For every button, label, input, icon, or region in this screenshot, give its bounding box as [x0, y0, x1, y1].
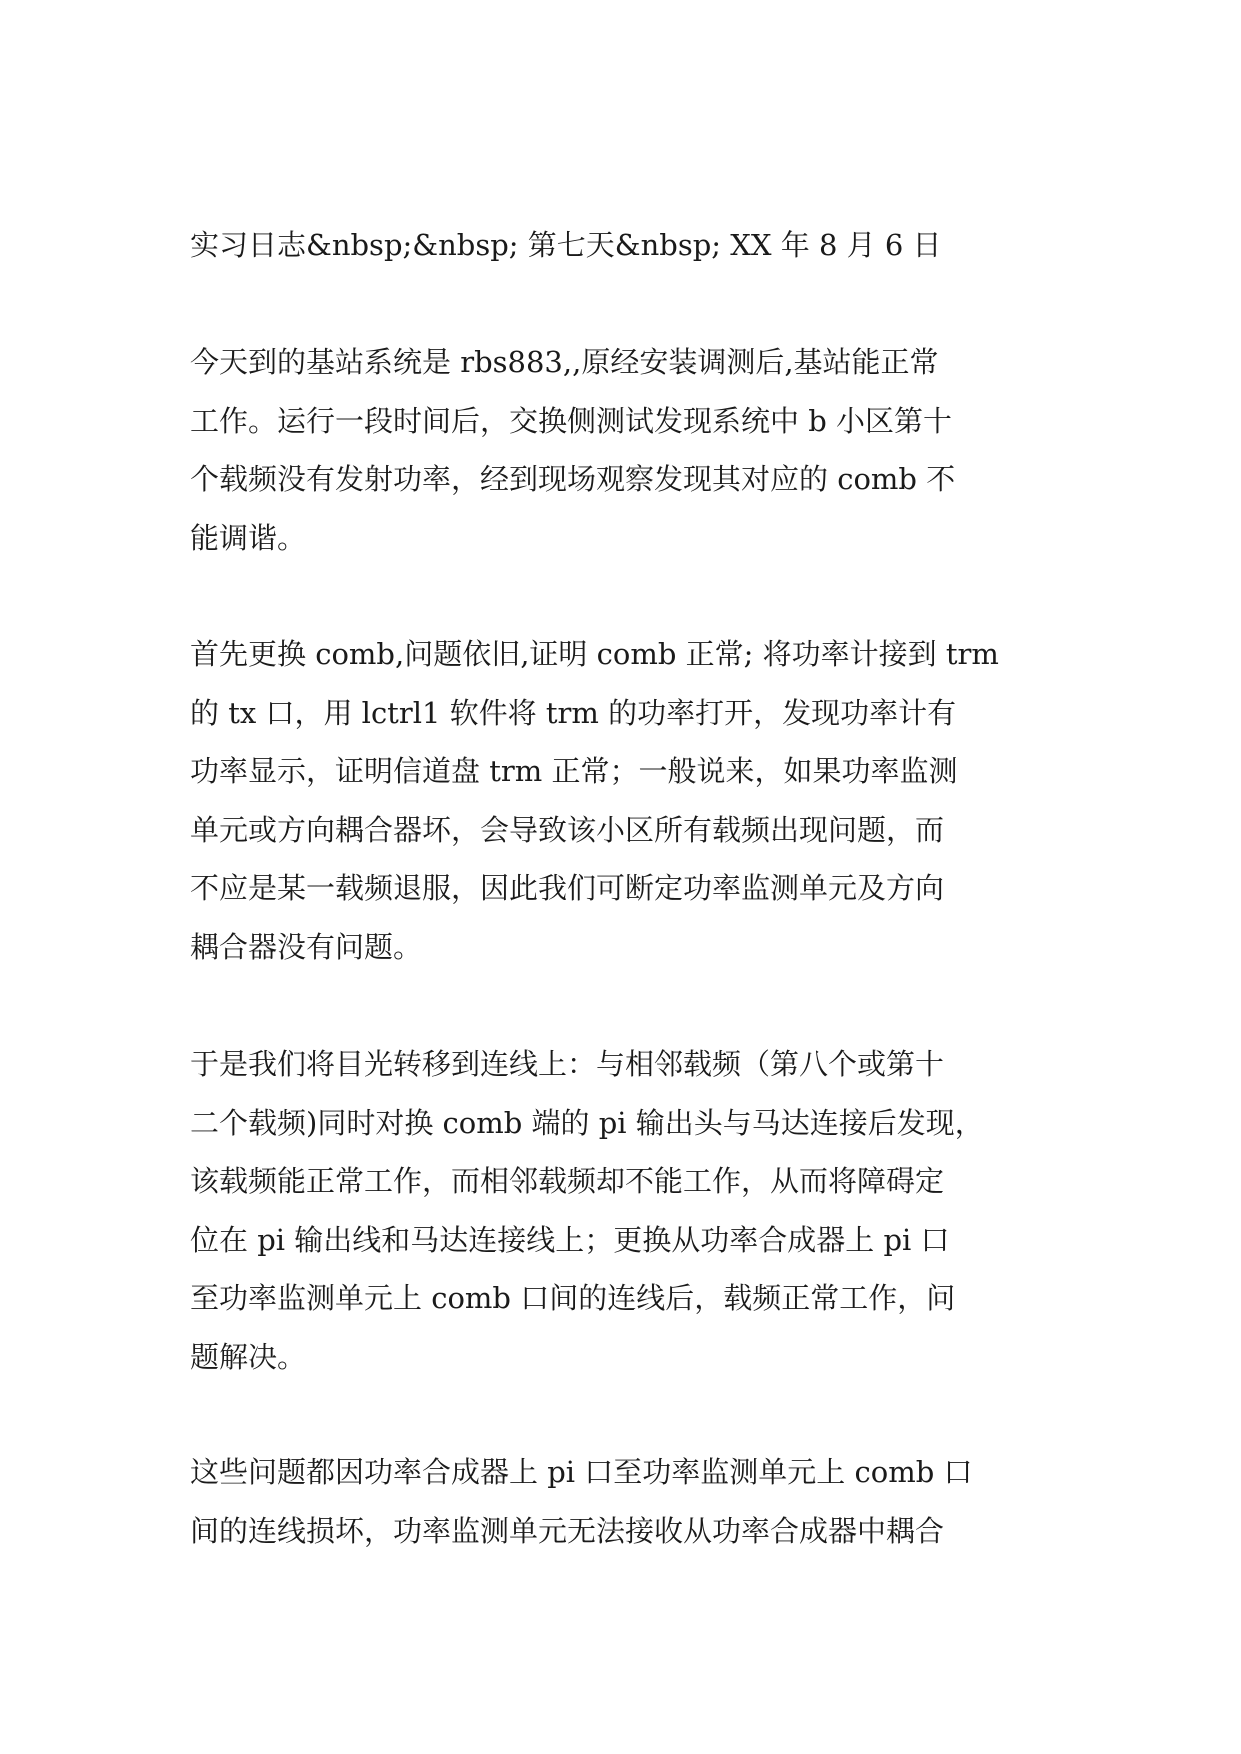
- text-line: 该载频能正常工作，而相邻载频却不能工作，从而将障碍定: [190, 1164, 945, 1198]
- paragraph-3: [190, 1035, 1050, 1386]
- text-line: 至功率监测单元上 comb 口间的连线后，载频正常工作，问: [190, 1281, 956, 1315]
- text-line: 耦合器没有问题。: [190, 929, 423, 964]
- paragraph-2: [190, 625, 1050, 976]
- text-line: 于是我们将目光转移到连线上：与相邻载频（第八个或第十: [190, 1047, 945, 1081]
- text-line: 二个载频)同时对换 comb 端的 pi 输出头与马达连接后发现，: [190, 1105, 984, 1140]
- text-line: 位在 pi 输出线和马达连接线上；更换从功率合成器上 pi 口: [190, 1222, 950, 1257]
- log-heading: [190, 216, 1050, 275]
- text-line: 今天到的基站系统是 rbs883,,原经安装调测后,基站能正常: [190, 345, 939, 379]
- text-line: 个载频没有发射功率，经到现场观察发现其对应的 comb 不: [190, 462, 956, 496]
- paragraph-1: [190, 333, 1050, 567]
- text-line: 单元或方向耦合器坏，会导致该小区所有载频出现问题，而: [190, 812, 945, 847]
- text-line: 的 tx 口，用 lctrl1 软件将 trm 的功率打开，发现功率计有: [190, 695, 957, 730]
- heading-line: 实习日志&nbsp;&nbsp; 第七天&nbsp; XX 年 8 月 6 日: [190, 228, 942, 262]
- text-line: 功率显示，证明信道盘 trm 正常；一般说来，如果功率监测: [190, 754, 958, 788]
- text-line: 这些问题都因功率合成器上 pi 口至功率监测单元上 comb 口: [190, 1455, 973, 1489]
- text-line: 不应是某一载频退服，因此我们可断定功率监测单元及方向: [190, 871, 945, 905]
- text-line: 工作。运行一段时间后，交换侧测试发现系统中 b 小区第十: [190, 403, 953, 438]
- text-line: 题解决。: [190, 1339, 307, 1374]
- text-line: 首先更换 comb,问题依旧,证明 comb 正常; 将功率计接到 trm: [190, 637, 999, 671]
- text-line: 间的连线损坏，功率监测单元无法接收从功率合成器中耦合: [190, 1513, 945, 1548]
- paragraph-4: [190, 1443, 1050, 1560]
- text-line: 能调谐。: [190, 520, 307, 555]
